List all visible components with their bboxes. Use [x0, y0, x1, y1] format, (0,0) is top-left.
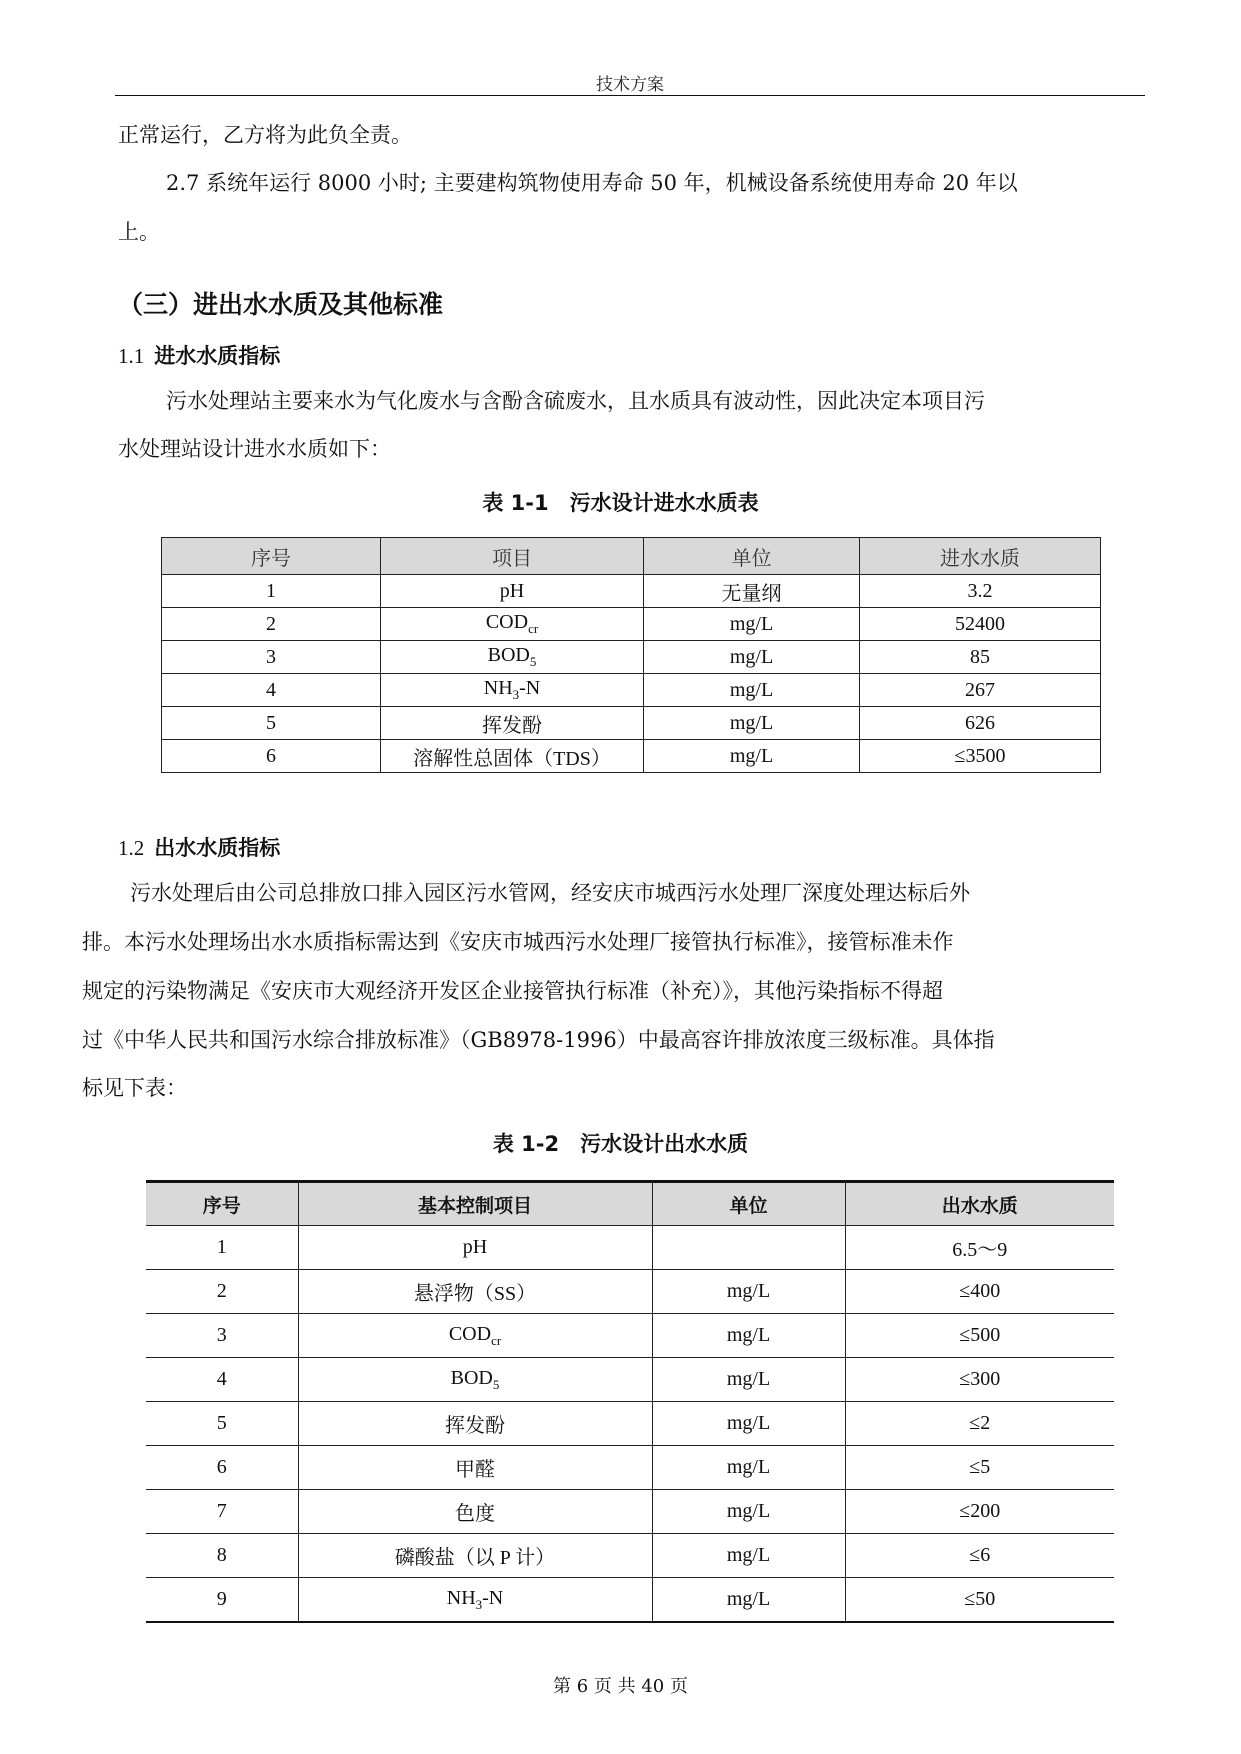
table-cell: mg/L: [652, 1314, 845, 1358]
header-cell: 单位: [652, 1182, 845, 1226]
table-cell: mg/L: [652, 1534, 845, 1578]
table-cell: 1: [162, 575, 381, 608]
table-cell: 85: [860, 641, 1101, 674]
table-cell: 磷酸盐（以 P 计）: [298, 1534, 652, 1578]
table-cell: mg/L: [652, 1358, 845, 1402]
table-cell: mg/L: [652, 1578, 845, 1623]
table-cell: ≤2: [845, 1402, 1114, 1446]
table-row: [146, 1490, 1114, 1534]
header-cell: 出水水质: [845, 1182, 1114, 1226]
table-cell: ≤50: [845, 1578, 1114, 1623]
header-cell: 进水水质: [860, 538, 1101, 575]
table-cell: 色度: [298, 1490, 652, 1534]
paragraph-line: 污水处理站主要来水为气化废水与含酚含硫废水，且水质具有波动性，因此决定本项目污: [166, 389, 985, 413]
inflow-quality-table: [161, 537, 1101, 773]
table-row: [146, 1314, 1114, 1358]
table-row: [146, 1578, 1114, 1623]
table-row: [162, 740, 1101, 773]
table-cell: $NH_3-N$: [298, 1578, 652, 1623]
paragraph-line: 标见下表：: [82, 1076, 187, 1100]
table-cell: ≤5: [845, 1446, 1114, 1490]
table-cell: 挥发酚: [381, 707, 644, 740]
table-cell: 3.2: [860, 575, 1101, 608]
table-cell: mg/L: [644, 740, 860, 773]
table-cell: ≤500: [845, 1314, 1114, 1358]
table-header-row: [146, 1182, 1114, 1226]
table-cell: 626: [860, 707, 1101, 740]
table-cell: 溶解性总固体（TDS）: [381, 740, 644, 773]
table-row: [146, 1402, 1114, 1446]
table-cell: 2: [146, 1270, 298, 1314]
header-cell: 序号: [162, 538, 381, 575]
table-cell: 52400: [860, 608, 1101, 641]
table-cell: mg/L: [644, 707, 860, 740]
table-row: [146, 1446, 1114, 1490]
table-cell: 9: [146, 1578, 298, 1623]
table-row: [146, 1226, 1114, 1270]
paragraph-line: 过《中华人民共和国污水综合排放标准》（GB8978-1996）中最高容许排放浓度三级标准。具体指: [82, 1028, 995, 1052]
table-row: [162, 575, 1101, 608]
table-cell: 悬浮物（SS）: [298, 1270, 652, 1314]
paragraph-line: 上。: [118, 220, 160, 244]
table-cell: 1: [146, 1226, 298, 1270]
page-header: 技术方案: [596, 75, 664, 95]
table-row: [146, 1534, 1114, 1578]
subsection-heading-1-2: [118, 832, 280, 862]
table-cell: ≤400: [845, 1270, 1114, 1314]
paragraph-line: 2.7 系统年运行 8000 小时; 主要建构筑物使用寿命 50 年，机械设备系统使用寿命 20 年以: [166, 171, 1018, 195]
table-header-row: [162, 538, 1101, 575]
table-cell: 7: [146, 1490, 298, 1534]
table-cell: mg/L: [644, 674, 860, 707]
subsection-title: 进水水质指标: [154, 344, 281, 368]
table-cell: ≤3500: [860, 740, 1101, 773]
table-cell: ≤200: [845, 1490, 1114, 1534]
table-cell: $COD_{cr}$: [381, 608, 644, 641]
table-cell: pH: [298, 1226, 652, 1270]
table-cell: mg/L: [652, 1446, 845, 1490]
page-footer: 第 6 页 共 40 页: [553, 1676, 688, 1697]
table-cell: 6: [146, 1446, 298, 1490]
table-row: [162, 608, 1101, 641]
table-cell: pH: [381, 575, 644, 608]
table-cell: 267: [860, 674, 1101, 707]
table-row: [146, 1270, 1114, 1314]
subsection-number: 1.2: [118, 836, 145, 860]
table-row: [146, 1358, 1114, 1402]
paragraph-line: 污水处理后由公司总排放口排入园区污水管网，经安庆市城西污水处理厂深度处理达标后外: [130, 881, 970, 905]
table-cell: 8: [146, 1534, 298, 1578]
table-cell: mg/L: [644, 608, 860, 641]
header-rule: [115, 95, 1145, 96]
section-title: （三）进出水水质及其他标准: [118, 290, 444, 319]
header-cell: 序号: [146, 1182, 298, 1226]
table-cell: 2: [162, 608, 381, 641]
table-cell: 6: [162, 740, 381, 773]
table-cell: $BOD_5$: [381, 641, 644, 674]
table-cell: 挥发酚: [298, 1402, 652, 1446]
table-cell: 甲醛: [298, 1446, 652, 1490]
table-cell: ≤300: [845, 1358, 1114, 1402]
table-row: [162, 707, 1101, 740]
table-cell: 4: [146, 1358, 298, 1402]
table-cell: [652, 1226, 845, 1270]
header-cell: 基本控制项目: [298, 1182, 652, 1226]
outflow-quality-table: [146, 1180, 1114, 1623]
table-cell: 6.5～9: [845, 1226, 1114, 1270]
table-cell: mg/L: [652, 1490, 845, 1534]
table-cell: 3: [162, 641, 381, 674]
paragraph-line: 正常运行，乙方将为此负全责。: [118, 123, 412, 147]
header-cell: 项目: [381, 538, 644, 575]
subsection-title: 出水水质指标: [154, 836, 281, 860]
subsection-heading-1-1: [118, 340, 280, 370]
table1-caption: 表 1-1 污水设计进水水质表: [482, 491, 759, 515]
table-row: [162, 674, 1101, 707]
table-cell: mg/L: [652, 1402, 845, 1446]
table-cell: $COD_{cr}$: [298, 1314, 652, 1358]
paragraph-line: 排。本污水处理场出水水质指标需达到《安庆市城西污水处理厂接管执行标准》，接管标准未作: [82, 930, 954, 954]
subsection-number: 1.1: [118, 344, 145, 368]
table-cell: mg/L: [644, 641, 860, 674]
table-cell: 4: [162, 674, 381, 707]
table-cell: ≤6: [845, 1534, 1114, 1578]
table-cell: $BOD_5$: [298, 1358, 652, 1402]
table-cell: $NH_3-N$: [381, 674, 644, 707]
table-row: [162, 641, 1101, 674]
paragraph-line: 水处理站设计进水水质如下：: [118, 437, 391, 461]
table-cell: 5: [162, 707, 381, 740]
table-cell: 无量纲: [644, 575, 860, 608]
table2-caption: 表 1-2 污水设计出水水质: [492, 1132, 749, 1156]
table-cell: mg/L: [652, 1270, 845, 1314]
header-cell: 单位: [644, 538, 860, 575]
table-cell: 5: [146, 1402, 298, 1446]
table-cell: 3: [146, 1314, 298, 1358]
paragraph-line: 规定的污染物满足《安庆市大观经济开发区企业接管执行标准（补充）》，其他污染指标不得超: [82, 979, 943, 1003]
